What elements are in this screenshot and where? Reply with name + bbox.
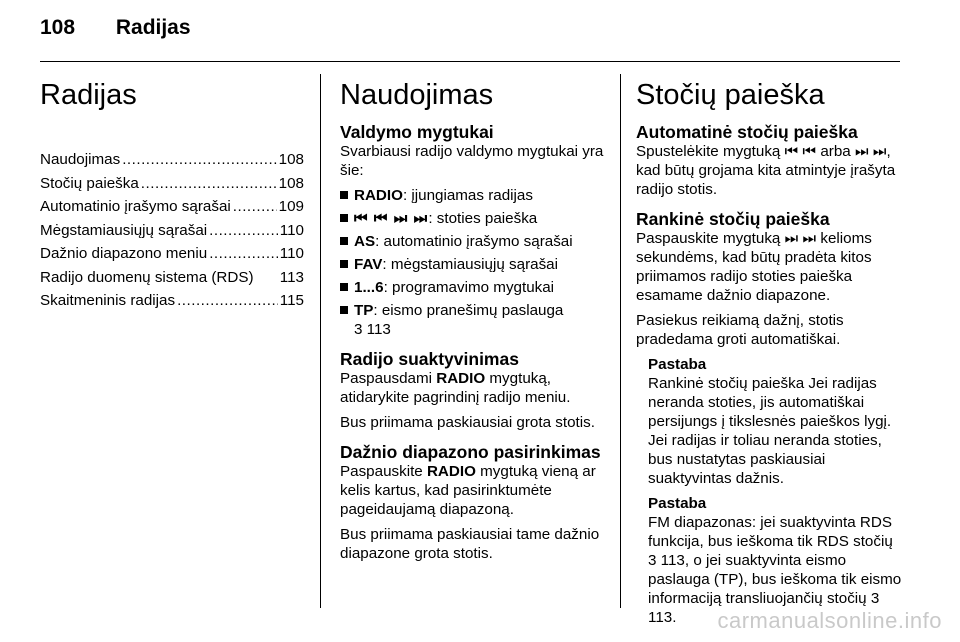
bullet-square	[340, 283, 348, 291]
usage-column	[340, 74, 605, 569]
toc-entry-page: 113	[279, 268, 304, 286]
list-item	[340, 209, 605, 228]
toc-leader	[209, 221, 278, 240]
text-run: mygtuką vieną ar kelis kartus, kad pasirinktumėte pageidaujamą diapazoną.	[340, 463, 596, 518]
text-run: Paspauskite	[340, 463, 427, 480]
table-of-contents	[40, 150, 304, 315]
list-item	[340, 278, 605, 297]
text-run: mygtuką, atidarykite pagrindinį radijo meniu.	[340, 370, 571, 406]
column-divider-1	[320, 74, 321, 608]
control-desc: : mėgstamiausiųjų sąrašai	[382, 256, 558, 273]
toc-entry-label: Automatinio įrašymo sąrašai	[40, 198, 231, 215]
manual-search-paragraph: Paspauskite mygtuką ⏭ ⏭ kelioms sekundėms, kad būtų pradėta kitos priimamos radijo stoties paieška esamame dažnio diapazone.	[636, 230, 872, 304]
manual-search-paragraph-2: Pasiekus reikiamą dažnį, stotis pradedama groti automatiškai.	[636, 312, 844, 348]
bullet-square	[340, 237, 348, 245]
toc-entry[interactable]	[40, 221, 304, 245]
header-rule	[40, 61, 900, 62]
activation-paragraph-2: Bus priimama paskiausiai grota stotis.	[340, 414, 595, 431]
control-desc: : stoties paieška	[428, 210, 538, 227]
toc-entry[interactable]	[40, 150, 304, 174]
toc-entry-label: Radijo duomenų sistema (RDS)	[40, 268, 254, 286]
text-run: Paspausdami	[340, 370, 437, 387]
control-desc: : eismo pranešimų paslauga	[373, 302, 564, 319]
usage-title: Naudojimas	[340, 79, 494, 111]
toc-leader	[141, 174, 277, 193]
toc-leader	[233, 197, 277, 216]
toc-entry-page: 115	[279, 292, 304, 309]
toc-entry-page: 110	[279, 245, 304, 262]
note-text: Rankinė stočių paieška Jei radijas neranda stoties, jis automatiškai persijungs į tikslesnės paieškos lygį. Jei radijas ir toliau neranda stoties, bus nustatytas paskiausiai suaktyvintas dažnis.	[648, 375, 892, 487]
bullet-square	[340, 191, 348, 199]
toc-entry-label: Skaitmeninis radijas	[40, 292, 176, 309]
toc-entry-label: Naudojimas	[40, 151, 121, 168]
toc-entry[interactable]	[40, 268, 304, 292]
seek-buttons-icon: ⏮ ⏮ ⏭ ⏭	[354, 210, 429, 227]
bullet-square	[340, 260, 348, 268]
column-divider-2	[620, 74, 621, 608]
toc-entry-label: Mėgstamiausiųjų sąrašai	[40, 221, 208, 239]
auto-search-paragraph: Spustelėkite mygtuką ⏮ ⏮ arba ⏭ ⏭, kad būtų grojama kita atmintyje įrašyta radijo stotis.	[636, 143, 896, 198]
header-section-title: Radijas	[115, 16, 191, 39]
list-item	[340, 301, 605, 339]
control-key: AS	[354, 233, 376, 250]
bullet-square	[340, 306, 348, 314]
controls-list	[340, 186, 605, 339]
chapter-title: Radijas	[40, 79, 137, 111]
toc-entry[interactable]	[40, 291, 304, 315]
toc-entry[interactable]	[40, 174, 304, 198]
controls-intro: Svarbiausi radijo valdymo mygtukai yra šie:	[340, 143, 604, 179]
control-key: FAV	[354, 256, 383, 273]
note-box	[636, 355, 904, 488]
toc-entry-page: 108	[278, 174, 304, 192]
station-search-title: Stočių paieška	[636, 79, 825, 111]
manual-search-heading: Rankinė stočių paieška	[636, 209, 830, 229]
radio-key: RADIO	[436, 370, 486, 387]
page-header	[40, 16, 191, 40]
toc-entry[interactable]	[40, 244, 304, 268]
page-number: 108	[40, 16, 76, 39]
control-key: TP	[354, 302, 374, 319]
activation-heading: Radijo suaktyvinimas	[340, 349, 519, 369]
toc-entry-page: 110	[279, 221, 304, 239]
toc-leader	[122, 150, 276, 169]
note-label: Pastaba	[648, 495, 707, 512]
note-text: FM diapazonas: jei suaktyvinta RDS funkcija, bus ieškoma tik RDS stočių 3 113, o jei suaktyvinta eismo paslauga (TP), bus ieškoma tik eismo informaciją transliuojančių stočių 3 113.	[648, 514, 902, 626]
controls-heading: Valdymo mygtukai	[340, 122, 494, 142]
control-desc: : automatinio įrašymo sąrašai	[375, 233, 573, 250]
activation-paragraph	[340, 369, 605, 407]
list-item	[340, 255, 605, 274]
band-heading: Dažnio diapazono pasirinkimas	[340, 442, 601, 462]
control-desc: : programavimo mygtukai	[383, 279, 555, 296]
toc-leader	[177, 291, 278, 310]
toc-entry-label: Dažnio diapazono meniu	[40, 245, 208, 262]
watermark: carmanualsonline.info	[717, 608, 942, 633]
control-key: 1...6	[354, 279, 384, 296]
radio-key: RADIO	[426, 463, 476, 480]
auto-search-heading: Automatinė stočių paieška	[636, 122, 858, 142]
list-item	[340, 232, 605, 251]
control-desc: : įjungiamas radijas	[402, 187, 533, 204]
note-label: Pastaba	[648, 356, 707, 373]
toc-entry-page: 109	[278, 198, 304, 215]
list-item	[340, 186, 605, 205]
toc-entry-label: Stočių paieška	[40, 174, 139, 192]
toc-entry[interactable]	[40, 197, 304, 221]
toc-column	[40, 74, 304, 315]
band-paragraph-2: Bus priimama paskiausiai tame dažnio diapazone grota stotis.	[340, 526, 600, 562]
bullet-square	[340, 214, 348, 222]
toc-entry-page: 108	[278, 151, 304, 168]
station-search-column	[636, 74, 904, 633]
page-reference[interactable]: 3 113	[354, 321, 391, 338]
band-paragraph	[340, 462, 605, 519]
toc-leader	[209, 244, 278, 263]
control-key: RADIO	[354, 187, 403, 204]
